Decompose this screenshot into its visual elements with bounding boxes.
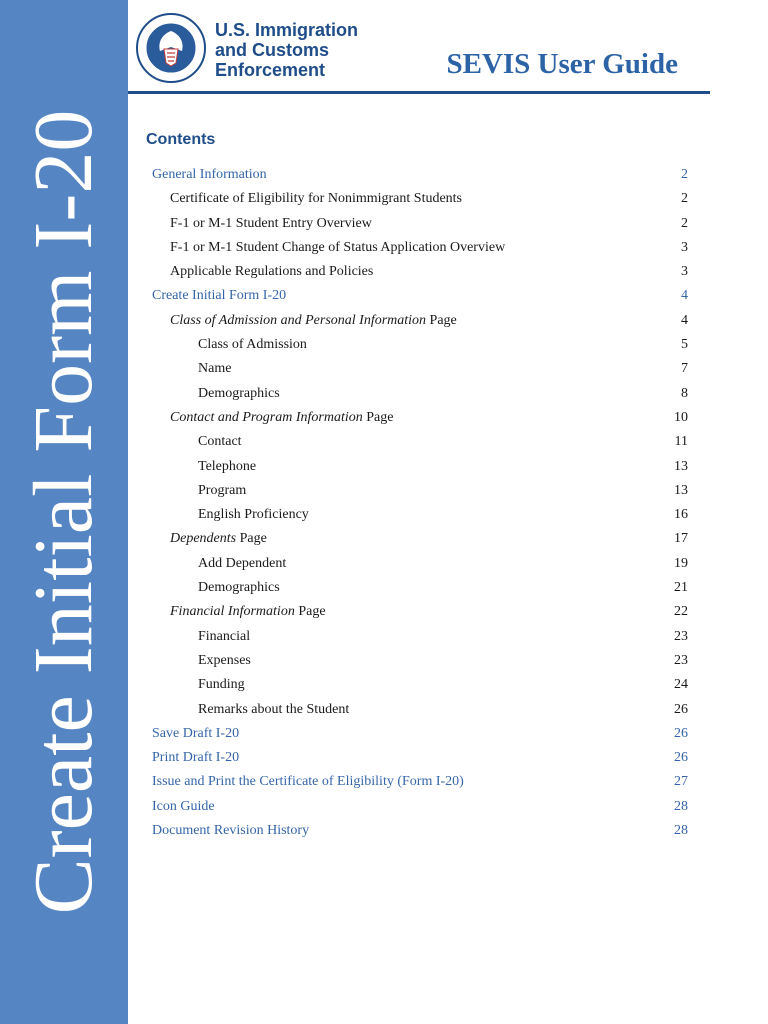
toc-entry-label-text: Financial — [198, 628, 251, 644]
toc-entry-label-italic: Contact and Program Information — [170, 409, 363, 425]
toc-entry-label-text: Remarks about the Student — [198, 701, 350, 717]
toc-entry[interactable] — [0, 819, 768, 843]
toc-entry[interactable] — [0, 625, 768, 649]
toc-entry-page: 26 — [674, 750, 688, 766]
toc-entry-label — [152, 284, 286, 308]
toc-entry-page: 4 — [681, 288, 688, 304]
toc-entry-label — [198, 698, 349, 722]
toc-entry[interactable] — [0, 212, 768, 236]
toc-entry[interactable] — [0, 770, 768, 794]
toc-entry[interactable] — [0, 600, 768, 624]
toc-entry-label — [170, 187, 462, 211]
toc-entry-label-text: F-1 or M-1 Student Change of Status Application Overview — [170, 239, 506, 255]
toc-entry[interactable] — [0, 163, 768, 187]
toc-entry[interactable] — [0, 382, 768, 406]
agency-line-3: Enforcement — [215, 60, 326, 80]
toc-entry-label-italic: Class of Admission and Personal Information — [170, 312, 427, 328]
toc-entry-label-text: Class of Admission — [198, 337, 307, 353]
toc-entry-page: 3 — [681, 239, 688, 255]
agency-line-2: and Customs — [215, 40, 330, 60]
toc-entry-label — [170, 600, 326, 624]
toc-entry-label-text: Applicable Regulations and Policies — [170, 264, 374, 280]
toc-entry-label-text: Demographics — [198, 385, 280, 401]
toc-entry[interactable] — [0, 576, 768, 600]
toc-entry-label-text: Issue and Print the Certificate of Eligibility (Form I-20) — [152, 774, 464, 790]
toc-entry[interactable] — [0, 187, 768, 211]
toc-entry-page: 2 — [681, 191, 688, 207]
toc-entry-label — [198, 625, 250, 649]
toc-entry-label-italic: Financial Information — [170, 604, 295, 620]
toc-entry-label — [170, 406, 393, 430]
toc-entry-page: 2 — [681, 215, 688, 231]
toc-entry-label-text: Telephone — [198, 458, 257, 474]
toc-entry-label-text: Program — [198, 482, 247, 498]
header-rule — [128, 91, 710, 94]
toc-entry-label — [198, 503, 309, 527]
toc-entry-label — [152, 795, 215, 819]
toc-entry-page: 16 — [674, 507, 688, 523]
toc-entry-page: 24 — [674, 677, 688, 693]
toc-entry-page: 13 — [674, 458, 688, 474]
toc-entry-label — [198, 357, 231, 381]
toc-entry-label-italic: Dependents — [170, 531, 237, 547]
toc-entry[interactable] — [0, 430, 768, 454]
toc-entry[interactable] — [0, 795, 768, 819]
toc-entry-label-text: Icon Guide — [152, 798, 215, 814]
toc-entry[interactable] — [0, 527, 768, 551]
toc-entry-label — [198, 382, 280, 406]
contents-heading: Contents — [146, 131, 216, 148]
toc-entry-label-text: Print Draft I-20 — [152, 750, 240, 766]
toc-entry-label — [198, 673, 245, 697]
toc-entry[interactable] — [0, 673, 768, 697]
toc-entry-page: 28 — [674, 823, 688, 839]
toc-entry-page: 19 — [674, 555, 688, 571]
toc-entry[interactable] — [0, 357, 768, 381]
side-title: Create Initial Form I-20 — [17, 109, 110, 915]
table-of-contents — [0, 163, 768, 843]
guide-title: SEVIS User Guide — [446, 48, 678, 80]
toc-entry-page: 4 — [681, 312, 688, 328]
toc-entry-label — [198, 479, 246, 503]
toc-entry-label — [198, 552, 286, 576]
toc-entry-label-text: Add Dependent — [198, 555, 287, 571]
toc-entry-label — [152, 722, 239, 746]
toc-entry-label-text: Funding — [198, 677, 245, 693]
toc-entry-label — [170, 212, 372, 236]
toc-entry-page: 23 — [674, 628, 688, 644]
toc-entry-label-text: Demographics — [198, 580, 280, 596]
toc-entry-label — [198, 649, 251, 673]
toc-entry-page: 10 — [674, 409, 688, 425]
toc-entry-label-text: Certificate of Eligibility for Nonimmigrant Students — [170, 191, 463, 207]
toc-entry[interactable] — [0, 479, 768, 503]
toc-entry-page: 13 — [674, 482, 688, 498]
toc-entry-label — [152, 770, 464, 794]
toc-entry-label-text: Page — [362, 409, 394, 425]
toc-entry-label-text: Create Initial Form I-20 — [152, 288, 287, 304]
toc-entry-label — [152, 163, 267, 187]
toc-entry[interactable] — [0, 746, 768, 770]
toc-entry-page: 11 — [674, 434, 688, 450]
agency-line-1: U.S. Immigration — [215, 20, 359, 40]
toc-entry-page: 8 — [681, 385, 688, 401]
toc-entry-label-text: Document Revision History — [152, 823, 310, 839]
toc-entry-page: 28 — [674, 798, 688, 814]
toc-entry-page: 5 — [681, 337, 688, 353]
toc-entry[interactable] — [0, 698, 768, 722]
toc-entry-label-text: Expenses — [198, 652, 251, 668]
toc-entry-label — [198, 455, 256, 479]
toc-entry[interactable] — [0, 309, 768, 333]
toc-entry[interactable] — [0, 552, 768, 576]
toc-entry[interactable] — [0, 455, 768, 479]
toc-entry-page: 7 — [681, 361, 688, 377]
toc-entry-label-text: Contact — [198, 434, 242, 450]
toc-entry[interactable] — [0, 284, 768, 308]
toc-entry-label — [198, 333, 307, 357]
toc-entry[interactable] — [0, 236, 768, 260]
toc-entry-page: 17 — [674, 531, 688, 547]
toc-entry[interactable] — [0, 406, 768, 430]
toc-entry-page: 22 — [674, 604, 688, 620]
toc-entry-page: 26 — [674, 701, 688, 717]
toc-entry[interactable] — [0, 260, 768, 284]
toc-entry-label — [170, 527, 267, 551]
toc-entry-label-text: Page — [426, 312, 457, 328]
dhs-seal-logo — [136, 13, 206, 83]
toc-entry-label-text: English Proficiency — [198, 507, 309, 523]
toc-entry-label — [152, 819, 309, 843]
toc-entry-page: 3 — [681, 264, 688, 280]
toc-entry-label — [170, 309, 457, 333]
toc-entry[interactable] — [0, 649, 768, 673]
toc-entry-label — [152, 746, 239, 770]
toc-entry-page: 2 — [681, 167, 688, 182]
toc-entry[interactable] — [0, 722, 768, 746]
toc-entry[interactable] — [0, 503, 768, 527]
toc-entry-label — [198, 430, 242, 454]
toc-entry-label-text: General Information — [152, 167, 267, 182]
toc-entry-label-text: F-1 or M-1 Student Entry Overview — [170, 215, 372, 231]
toc-entry-page: 27 — [674, 774, 688, 790]
toc-entry-label — [170, 236, 505, 260]
toc-entry-label-text: Save Draft I-20 — [152, 725, 240, 741]
toc-entry-label — [170, 260, 373, 284]
toc-entry[interactable] — [0, 333, 768, 357]
toc-entry-page: 23 — [674, 652, 688, 668]
toc-entry-label — [198, 576, 280, 600]
toc-entry-page: 26 — [674, 725, 688, 741]
agency-name — [215, 20, 358, 80]
toc-entry-label-text: Name — [198, 361, 232, 377]
toc-entry-label-text: Page — [236, 531, 267, 547]
toc-entry-label-text: Page — [294, 604, 326, 620]
toc-entry-page: 21 — [674, 580, 688, 596]
